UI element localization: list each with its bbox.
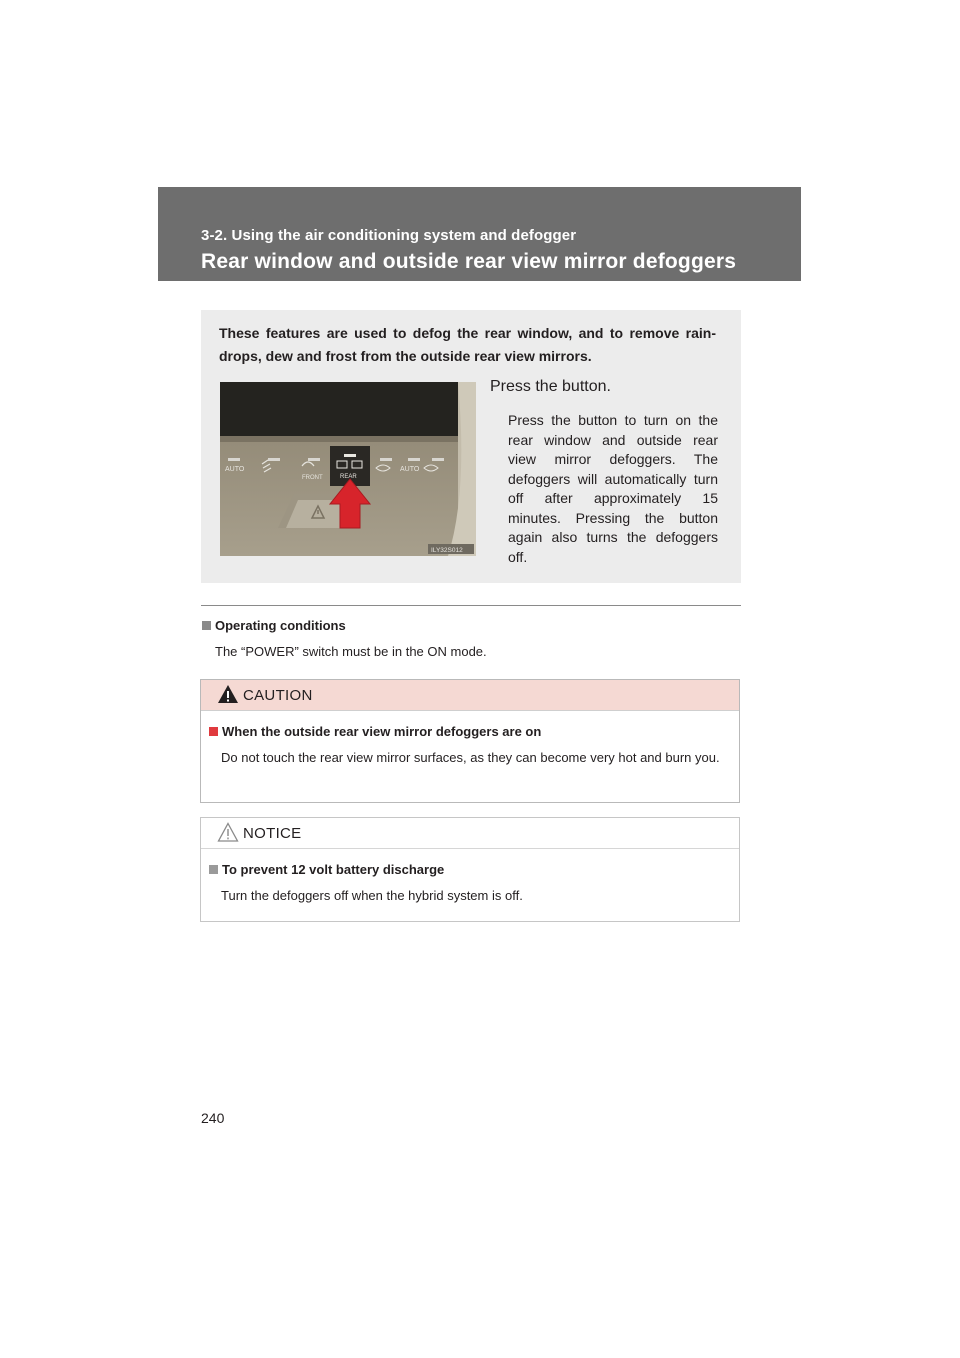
caution-header (201, 680, 739, 711)
warning-outline-icon (217, 821, 239, 843)
bullet-square-icon (202, 621, 211, 630)
caution-label: CAUTION (243, 687, 313, 704)
bullet-square-icon (209, 727, 218, 736)
notice-title: To prevent 12 volt battery discharge (222, 862, 445, 877)
divider (201, 605, 741, 606)
operating-conditions-text: The “POWER” switch must be in the ON mode. (215, 644, 487, 659)
intro-text: These features are used to defog the rear window, and to remove rain-drops, dew and frost from the outside rear view mirrors. (219, 325, 716, 364)
step-description: Press the button to turn on the rear window and outside rear view mirror defoggers. The defoggers will automatically turn off after approximately 15 minutes. Pressing the button again also turns the defoggers off. (508, 412, 718, 565)
illustration-label: AUTO (225, 466, 245, 473)
warning-icon (217, 683, 239, 705)
section-label: 3-2. Using the air conditioning system and defogger (201, 227, 577, 244)
operating-conditions-title: Operating conditions (215, 618, 346, 633)
notice-heading (209, 862, 444, 877)
feature-box (201, 310, 741, 583)
caution-heading (209, 724, 541, 739)
bullet-square-icon (209, 865, 218, 874)
notice-box (200, 817, 740, 922)
step-title: Press the button. (490, 378, 611, 395)
illustration-code: ILY32S012 (431, 547, 463, 554)
illustration-label: AUTO (400, 466, 420, 473)
notice-header (201, 818, 739, 849)
section-header (158, 187, 801, 281)
illustration-label: REAR (340, 474, 357, 480)
caution-box (200, 679, 740, 803)
caution-text: Do not touch the rear view mirror surfaces, as they can become very hot and burn you. (221, 750, 720, 765)
defogger-button-illustration (220, 382, 476, 556)
operating-conditions-heading (202, 618, 346, 633)
caution-title: When the outside rear view mirror defoggers are on (222, 724, 542, 739)
page-title: Rear window and outside rear view mirror defoggers (201, 250, 737, 273)
page-number: 240 (201, 1110, 225, 1126)
notice-label: NOTICE (243, 825, 302, 842)
illustration-label: FRONT (302, 475, 323, 481)
notice-text: Turn the defoggers off when the hybrid system is off. (221, 888, 523, 903)
